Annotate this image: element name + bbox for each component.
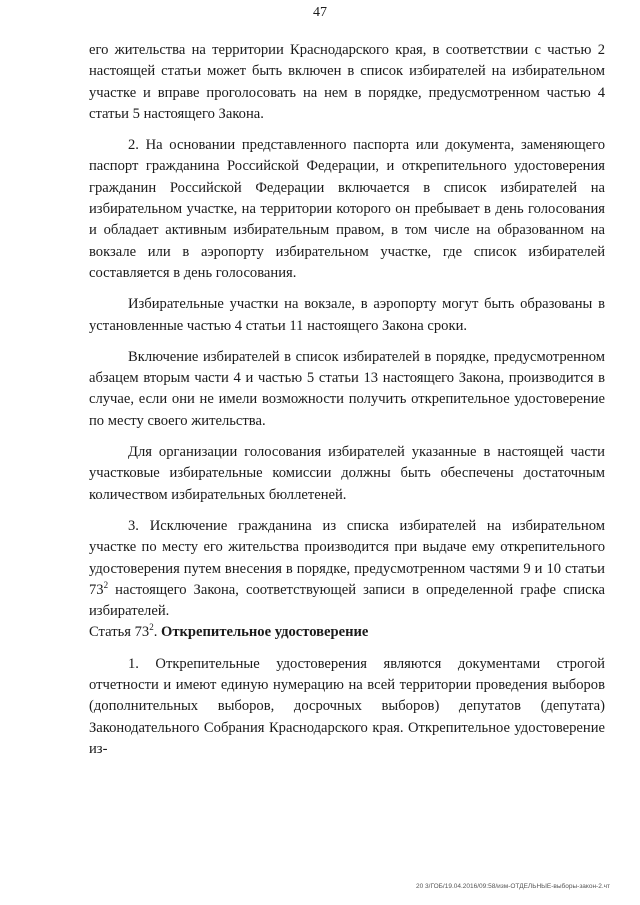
paragraph-part-2: 2. На основании представленного паспорта или документа, заменяющего паспорт гражданина Российской Федерации, и открепительного удостоверения гражданин Российской Федерации включается в список избирателей на избирательном участке, на территории которого он пребывает в день голосования и обладает активным избирательным правом, в том числе на образованном на вокзале или в аэропорту избирательном участке, где список избирателей составляется в день голосования. bbox=[89, 137, 605, 281]
document-body bbox=[89, 40, 605, 760]
paragraph-voter-inclusion: Включение избирателей в список избирателей в порядке, предусмотренном абзацем вторым части 4 и частью 5 статьи 13 настоящего Закона, производится в случае, если они не имели возможности получить открепительное удостоверение по месту своего жительства. bbox=[89, 348, 605, 429]
article-heading-dot: . bbox=[153, 624, 158, 641]
article-heading-title: Открепительное удостоверение bbox=[161, 624, 369, 641]
paragraph-part-3-superscript: 2 bbox=[103, 579, 109, 590]
paragraph-polling-stations: Избирательные участки на вокзале, в аэропорту могут быть образованы в установленные частью 4 статьи 11 настоящего Закона сроки. bbox=[89, 296, 605, 334]
article-paragraph-1: 1. Открепительные удостоверения являются документами строгой отчетности и имеют единую нумерацию на всей территории проведения выборов (дополнительных выборов, досрочных выборов) депутатов (депутата) Законодательного Собрания Краснодарского края. Открепительное удостоверение из- bbox=[89, 655, 605, 757]
paragraph-part-3 bbox=[89, 516, 605, 622]
paragraph-part-3-after: настоящего Закона, соответствующей записи в определенной графе списка избирателей. bbox=[89, 581, 605, 620]
article-heading bbox=[89, 622, 605, 643]
footer-file-stamp: 20 3/ГОБ/19.04.2016/09:58/изм-ОТДЕЛЬНЫЕ-выборы-закон-2.чт bbox=[415, 883, 610, 890]
page-number: 47 bbox=[313, 5, 327, 20]
paragraph-ballots: Для организации голосования избирателей указанные в настоящей части участковые избирательные комиссии должны быть обеспечены достаточным количеством избирательных бюллетеней. bbox=[89, 444, 605, 503]
article-heading-prefix: Статья 73 bbox=[89, 624, 150, 641]
article-heading-superscript: 2 bbox=[149, 622, 154, 633]
paragraph-part-3-before: 3. Исключение гражданина из списка избирателей на избирательном участке по месту его жительства производится при выдаче ему открепительного удостоверения путем внесения в порядке, предусмотренном частями 9 и 10 статьи 73 bbox=[89, 517, 605, 598]
paragraph-continuation: его жительства на территории Краснодарского края, в соответствии с частью 2 настоящей статьи может быть включен в список избирателей на избирательном участке и вправе проголосовать на нем в порядке, предусмотренном частью 4 статьи 5 настоящего Закона. bbox=[89, 42, 605, 122]
